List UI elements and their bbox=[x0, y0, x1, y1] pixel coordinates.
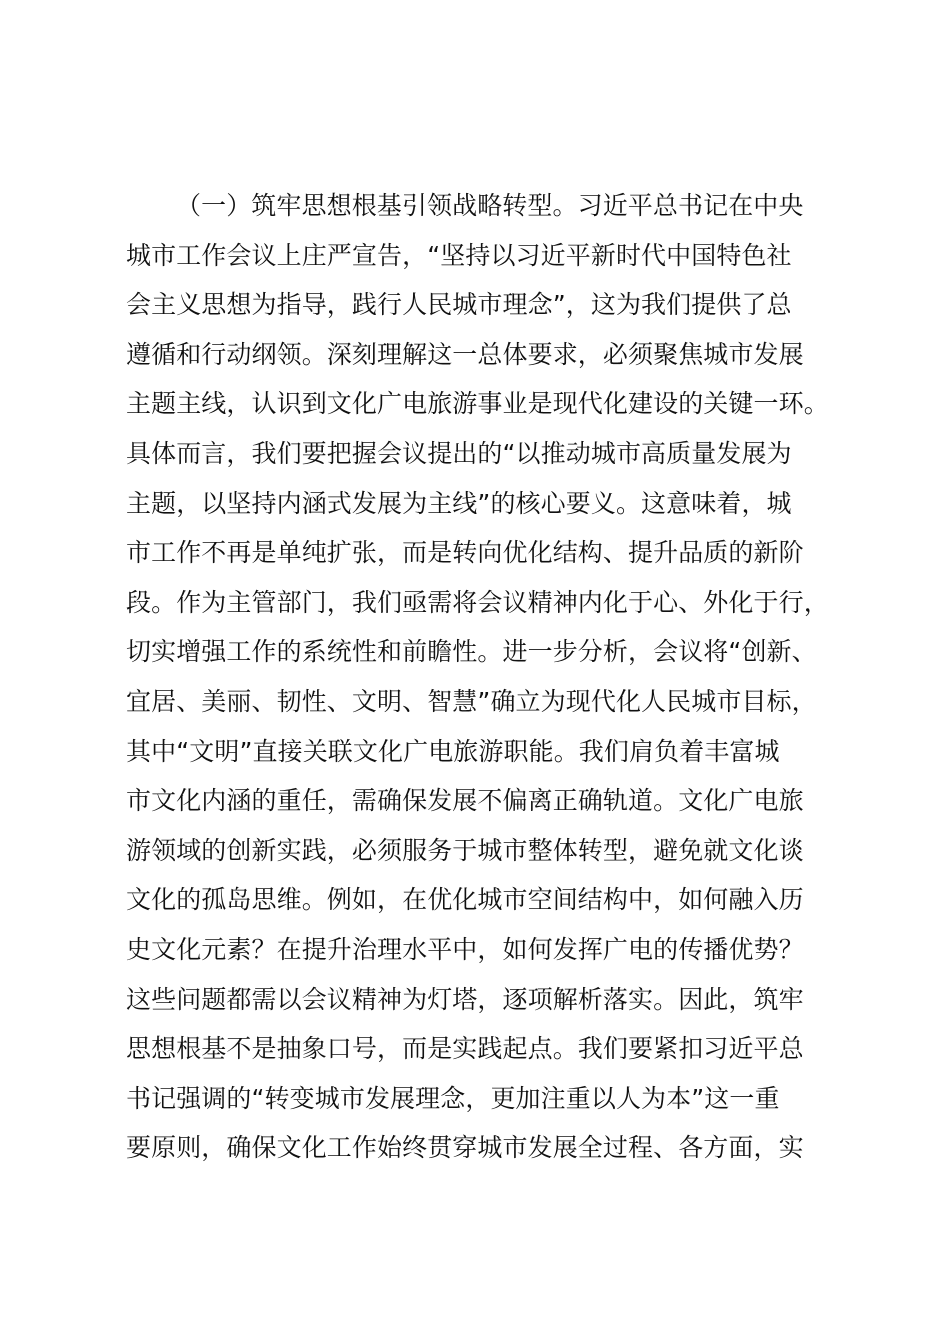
paragraph-line: 其中“文明”直接关联文化广电旅游职能。我们肩负着丰富城 bbox=[126, 736, 780, 766]
paragraph-line: 遵循和行动纲领。深刻理解这一总体要求，必须聚焦城市发展 bbox=[126, 339, 804, 369]
paragraph-line: 市文化内涵的重任，需确保发展不偏离正确轨道。文化广电旅 bbox=[126, 786, 804, 816]
paragraph-line: （一）筑牢思想根基引领战略转型。习近平总书记在中央 bbox=[176, 191, 804, 220]
paragraph-line: 切实增强工作的系统性和前瞻性。进一步分析，会议将“创新、 bbox=[126, 637, 817, 667]
paragraph-line: 会主义思想为指导，践行人民城市理念”，这为我们提供了总 bbox=[126, 290, 792, 320]
paragraph-line: 城市工作会议上庄严宣告，“坚持以习近平新时代中国特色社 bbox=[126, 240, 792, 270]
paragraph-line: 要原则，确保文化工作始终贯穿城市发展全过程、各方面，实 bbox=[126, 1133, 804, 1163]
paragraph-line: 文化的孤岛思维。例如，在优化城市空间结构中，如何融入历 bbox=[126, 885, 804, 915]
paragraph-line: 段。作为主管部门，我们亟需将会议精神内化于心、外化于行， bbox=[126, 587, 829, 617]
paragraph-line: 主题，以坚持内涵式发展为主线”的核心要义。这意味着，城 bbox=[126, 488, 792, 518]
paragraph-line: 这些问题都需以会议精神为灯塔，逐项解析落实。因此，筑牢 bbox=[126, 984, 804, 1014]
body-paragraph bbox=[126, 181, 846, 1173]
paragraph-line: 史文化元素？在提升治理水平中，如何发挥广电的传播优势？ bbox=[126, 934, 804, 964]
paragraph-line: 具体而言，我们要把握会议提出的“以推动城市高质量发展为 bbox=[126, 438, 792, 468]
paragraph-line: 书记强调的“转变城市发展理念，更加注重以人为本”这一重 bbox=[126, 1083, 780, 1113]
paragraph-line: 游领域的创新实践，必须服务于城市整体转型，避免就文化谈 bbox=[126, 835, 804, 865]
paragraph-line: 市工作不再是单纯扩张，而是转向优化结构、提升品质的新阶 bbox=[126, 538, 804, 568]
paragraph-line: 宜居、美丽、韧性、文明、智慧”确立为现代化人民城市目标， bbox=[126, 686, 817, 716]
paragraph-line: 主题主线，认识到文化广电旅游事业是现代化建设的关键一环。 bbox=[126, 389, 829, 419]
paragraph-line: 思想根基不是抽象口号，而是实践起点。我们要紧扣习近平总 bbox=[126, 1034, 804, 1064]
